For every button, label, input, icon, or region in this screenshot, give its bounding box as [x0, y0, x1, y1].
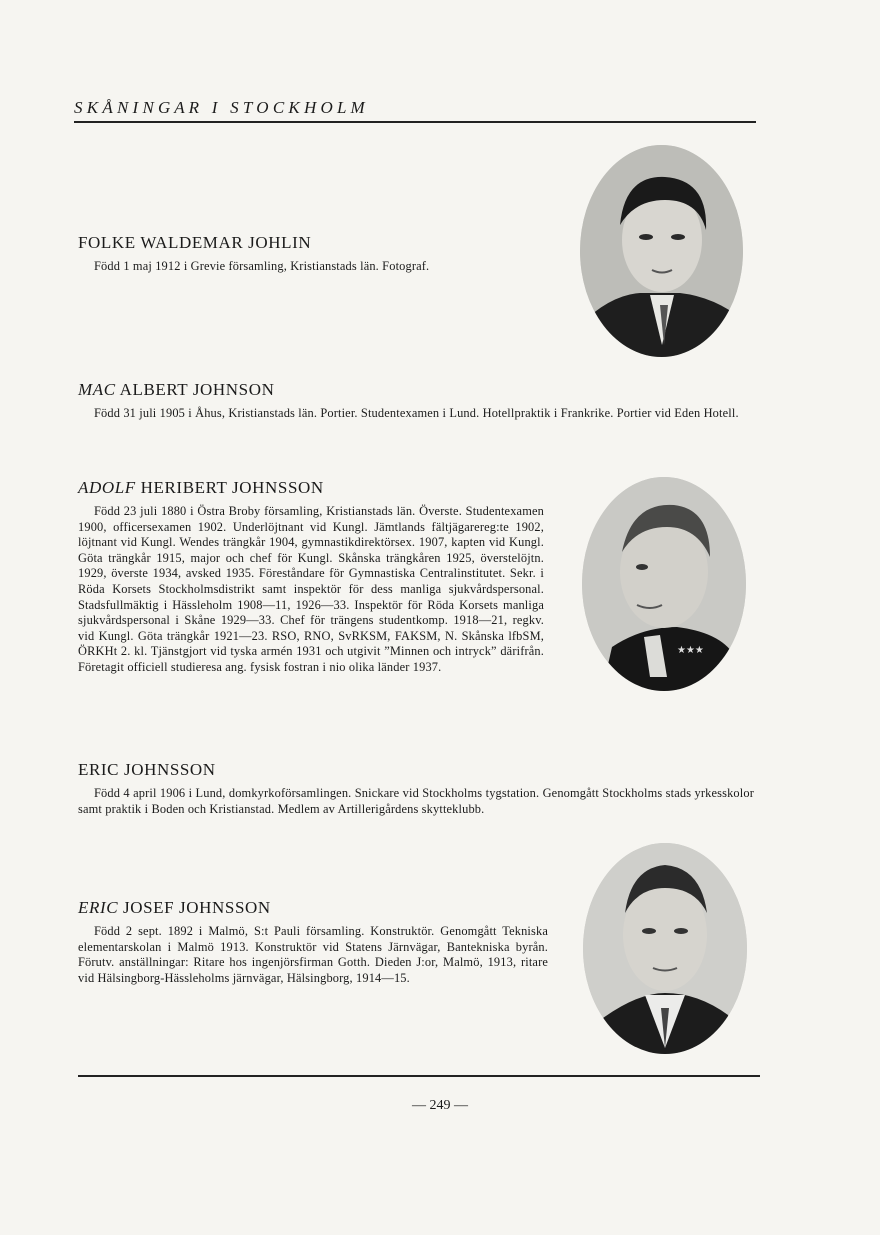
- entry-bio: Född 31 juli 1905 i Åhus, Kristianstads län. Portier. Studentexamen i Lund. Hotellpraktik i Frankrike. Portier vid Eden Hotell.: [94, 406, 739, 420]
- svg-text:★★★: ★★★: [677, 645, 704, 656]
- header-rule: [74, 121, 756, 123]
- entry-name: ERIC JOSEF JOHNSSON: [78, 898, 271, 917]
- entry-bio: Född 1 maj 1912 i Grevie församling, Kristianstads län. Fotograf.: [94, 259, 430, 273]
- entry-name: ERIC JOHNSSON: [78, 760, 216, 779]
- running-header: S K Å N I N G A R I S T O C K H O L M: [74, 98, 365, 117]
- entry-bio: Född 4 april 1906 i Lund, domkyrkoförsamlingen. Snickare vid Stockholms tygstation. Genomgått Stockholms stads yrkesskolor samt praktik i Boden och Kristianstad. Medlem av Artillerigårdens skytteklubb.: [78, 786, 754, 816]
- entry-bio: Född 2 sept. 1892 i Malmö, S:t Pauli församling. Konstruktör. Genomgått Tekniska elementarskolan i Malmö 1913. Konstruktör vid Statens Järnvägar, Bantekniska byrån. Förutv. anställningar: Ritare hos ingenjörsfirman Gotth. Dieden J:or, Malmö, 1913, ritare vid Hälsingborg-Hässleholms järnvägar, Hälsingborg, 1914—15.: [78, 924, 548, 985]
- page-number: — 249 —: [412, 1098, 468, 1113]
- entry-bio: Född 23 juli 1880 i Östra Broby församling, Kristianstads län. Överste. Studentexamen 1900, officersexamen 1902. Underlöjtnant vid Kungl. Jämtlands fältjägarereg:te 1902, löjtnant vid Kungl. Wendes trängkår 1904, gymnastikdirektörsex. 1907, kapten vid Kungl. Göta trängkår 1915, major och chef för Kungl. Skånska trängkåren 1925, överstelöjtn. 1929, överste 1934, avsked 1935. Föreståndare för Gymnastiska Centralinstitutet. Sekr. i Röda Korsets Stockholmsdistrikt samt inspektör för dess manliga sjukvårdspersonal. Stadsfullmäktig i Hässleholm 1908—11, 1926—33. Inspektör för Röda Korsets manliga sjukvårdspersonal i Skåne 1929—33. Chef för trängens studentkomp. 1918—21, regkv. vid Kungl. Göta trängkår 1921—23. RSO, RNO, SvRKSM, FAKSM, N. Skånska lfbSM, ÖRKHt 2. kl. Tjänstgjort vid tyska armén 1931 och utgivit ”Minnen och intryck” därifrån. Företagit officiell studieresa ang. fysisk fostran i nio olika länder 1937.: [78, 504, 544, 674]
- entry-name: FOLKE WALDEMAR JOHLIN: [78, 233, 312, 252]
- entry-adolf-johnsson: [78, 478, 544, 676]
- portrait-photo-eric-josef-johnsson: [583, 843, 747, 1054]
- portrait-photo-adolf-johnsson: [582, 477, 746, 691]
- entry-eric-josef-johnsson: [78, 898, 548, 986]
- entry-name: MAC ALBERT JOHNSON: [78, 380, 275, 399]
- portrait-photo-johlin: [580, 145, 743, 357]
- entry-mac-johnson: [78, 380, 754, 422]
- entry-eric-johnsson: [78, 760, 754, 817]
- entry-johlin: [78, 233, 638, 275]
- footer-rule: [78, 1075, 760, 1077]
- entry-name: ADOLF HERIBERT JOHNSSON: [78, 478, 324, 497]
